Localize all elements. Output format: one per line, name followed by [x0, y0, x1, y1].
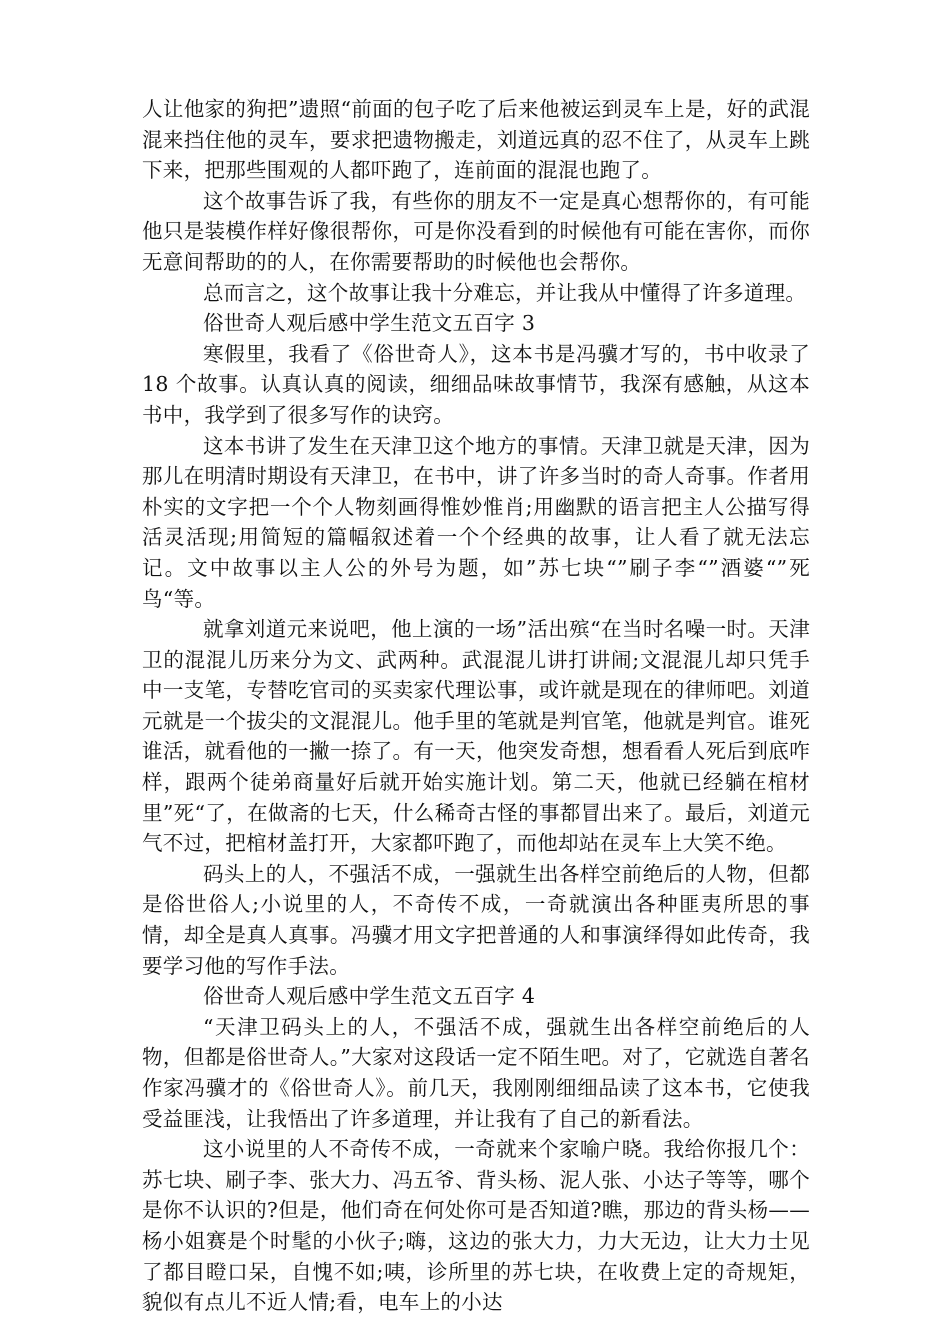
paragraph-continued: 人让他家的狗把”遗照“前面的包子吃了后来他被运到灵车上是，好的武混混来挡住他的灵车，要求把遗物搬走，刘道远真的忍不住了，从灵车上跳下来，把那些围观的人都吓跑了，连前面的混混也跑了。 [142, 97, 810, 183]
paragraph: 这个故事告诉了我，有些你的朋友不一定是真心想帮你的，有可能他只是装模作样好像很帮你，可是你没看到的时候他有可能在害你，而你无意间帮助的的人，在你需要帮助的时候他也会帮你。 [142, 188, 810, 274]
paragraph: “天津卫码头上的人，不强活不成，强就生出各样空前绝后的人物，但都是俗世奇人。”大家对这段话一定不陌生吧。对了，它就选自著名作家冯骥才的《俗世奇人》。前几天，我刚刚细细品读了这本书，它使我受益匪浅，让我悟出了许多道理，并让我有了自己的新看法。 [142, 1014, 810, 1131]
paragraph: 这小说里的人不奇传不成，一奇就来个家喻户晓。我给你报几个：苏七块、刷子李、张大力、冯五爷、背头杨、泥人张、小达子等等，哪个是你不认识的?但是，他们奇在何处你可是否知道?瞧，那边的背头杨——杨小姐赛是个时髦的小伙子;嗨，这边的张大力，力大无边，让大力士见了都目瞪口呆，自愧不如;咦，诊所里的苏七块，在收费上定的奇规矩，貌似有点儿不近人情;看，电车上的小达 [142, 1137, 810, 1315]
paragraph: 这本书讲了发生在天津卫这个地方的事情。天津卫就是天津，因为那儿在明清时期设有天津卫，在书中，讲了许多当时的奇人奇事。作者用朴实的文字把一个个人物刻画得惟妙惟肖;用幽默的语言把主人公描写得活灵活现;用简短的篇幅叙述着一个个经典的故事，让人看了就无法忘记。文中故事以主人公的外号为题，如”苏七块“”刷子李“”酒婆“”死鸟“等。 [142, 433, 810, 611]
section-heading: 俗世奇人观后感中学生范文五百字 3 [203, 311, 536, 336]
paragraph: 寒假里，我看了《俗世奇人》，这本书是冯骥才写的，书中收录了 18 个故事。认真认真的阅读，细细品味故事情节，我深有感触，从这本书中，我学到了很多写作的诀窍。 [142, 341, 810, 427]
section-heading: 俗世奇人观后感中学生范文五百字 4 [203, 984, 536, 1009]
paragraph: 码头上的人，不强活不成，一强就生出各样空前绝后的人物，但都是俗世俗人;小说里的人，不奇传不成，一奇就演出各种匪夷所思的事情，却全是真人真事。冯骥才用文字把普通的人和事演绎得如此传奇，我要学习他的写作手法。 [142, 861, 810, 978]
document-page [142, 94, 810, 1318]
paragraph: 总而言之，这个故事让我十分难忘，并让我从中懂得了许多道理。 [203, 280, 807, 305]
paragraph: 就拿刘道元来说吧，他上演的一场”活出殡“在当时名噪一时。天津卫的混混儿历来分为文、武两种。武混混儿讲打讲闹;文混混儿却只凭手中一支笔，专替吃官司的买卖家代理讼事，或许就是现在的律师吧。刘道元就是一个拔尖的文混混儿。他手里的笔就是判官笔，他就是判官。谁死谁活，就看他的一撇一捺了。有一天，他突发奇想，想看看人死后到底咋样，跟两个徒弟商量好后就开始实施计划。第二天，他就已经躺在棺材里”死“了，在做斋的七天，什么稀奇古怪的事都冒出来了。最后，刘道元气不过，把棺材盖打开，大家都吓跑了，而他却站在灵车上大笑不绝。 [142, 617, 810, 856]
